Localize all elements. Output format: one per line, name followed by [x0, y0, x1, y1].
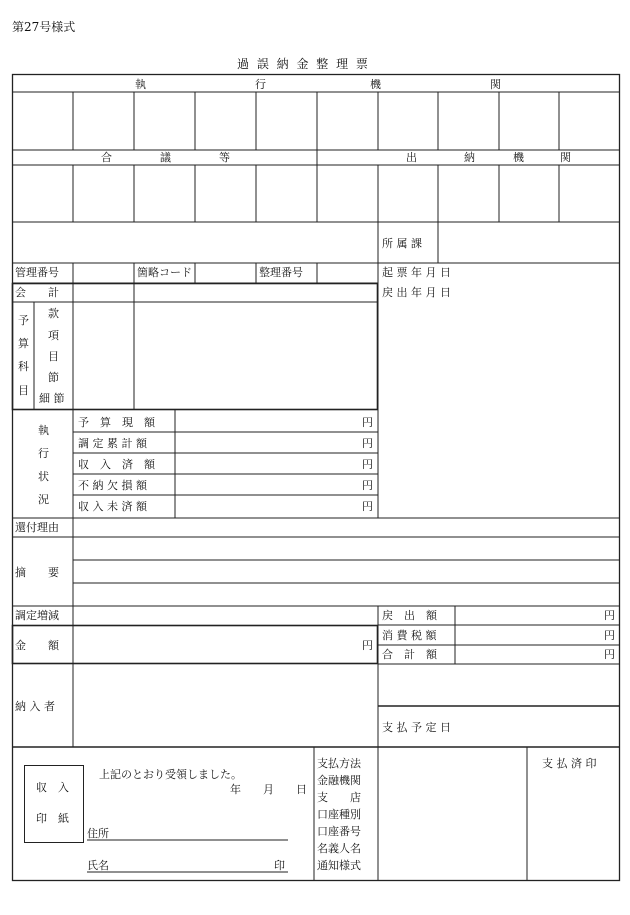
- jokyo-item-yosan: 予 算 現 額: [78, 416, 155, 429]
- kamoku-ko: 項: [48, 329, 59, 342]
- receipt-text: 上記のとおり受領しました。: [99, 768, 242, 781]
- jokyo-char-2: 行: [38, 447, 49, 460]
- gokei-label: 合 計 額: [382, 648, 437, 661]
- yen-mark-5: 円: [362, 500, 373, 513]
- jokyo-item-shunyu: 収 入 済 額: [78, 458, 155, 471]
- yen-mark-4: 円: [362, 479, 373, 492]
- modoshi-gaku-label: 戻 出 額: [382, 609, 437, 622]
- payment-item-meigi: 名義人名: [317, 842, 361, 855]
- yosan-kamoku-char-3: 科: [18, 360, 29, 373]
- receipt-date: 年 月 日: [230, 783, 307, 796]
- yen-mark-modoshi: 円: [604, 609, 615, 622]
- shikko-header-1: 執: [135, 78, 146, 91]
- kingaku-label: 金 額: [15, 639, 59, 652]
- form-number: 第27号様式: [12, 20, 76, 34]
- suitou-header-3: 機: [513, 151, 524, 164]
- kihyo-date-label: 起 票 年 月 日: [382, 266, 451, 279]
- nonyusha-label: 納 入 者: [15, 700, 55, 713]
- in-mark: 印: [274, 859, 285, 872]
- jokyo-char-4: 況: [38, 493, 49, 506]
- payment-item-shubetsu: 口座種別: [317, 808, 361, 821]
- yosan-kamoku-char-1: 予: [18, 314, 29, 327]
- payment-item-shiten: 支 店: [317, 791, 361, 804]
- kamoku-moku: 目: [48, 350, 59, 363]
- gogi-header-1: 合: [101, 151, 112, 164]
- kanpu-riyu-label: 還付理由: [15, 521, 59, 534]
- yen-mark-gokei: 円: [604, 648, 615, 661]
- kamoku-setsu: 節: [48, 371, 59, 384]
- shohizei-label: 消 費 税 額: [382, 629, 437, 642]
- shunyu-inshi-2: 印 紙: [36, 812, 69, 825]
- kaikei-label: 会 計: [15, 286, 59, 299]
- yen-mark-2: 円: [362, 437, 373, 450]
- chotei-zogen-label: 調定増減: [15, 609, 59, 622]
- gogi-header-2: 議: [160, 151, 171, 164]
- shunyu-inshi-1: 収 入: [36, 781, 69, 794]
- yosan-kamoku-char-4: 目: [18, 384, 29, 397]
- shikko-header-3: 機: [370, 78, 381, 91]
- jokyo-char-1: 執: [38, 424, 49, 437]
- jusho-label: 住所: [87, 827, 109, 840]
- suitou-header-2: 納: [464, 151, 475, 164]
- shikko-header-4: 関: [490, 78, 501, 91]
- kanri-bango-label: 管理番号: [15, 266, 59, 279]
- yosan-kamoku-char-2: 算: [18, 337, 29, 350]
- shiharai-zumi-label: 支 払 済 印: [542, 757, 597, 770]
- shikko-header-2: 行: [255, 78, 266, 91]
- gogi-header-3: 等: [219, 151, 230, 164]
- ryaku-code-label: 箇略コード: [137, 266, 192, 279]
- shimei-label: 氏名: [87, 859, 109, 872]
- shiharai-yotei-label: 支 払 予 定 日: [382, 721, 451, 734]
- modoshi-date-label: 戻 出 年 月 日: [382, 286, 451, 299]
- payment-item-kikan: 金融機関: [317, 774, 361, 787]
- kamoku-kan: 款: [48, 307, 59, 320]
- tekiyo-label: 摘 要: [15, 566, 59, 579]
- jokyo-item-chotei: 調 定 累 計 額: [78, 437, 147, 450]
- yen-mark-1: 円: [362, 416, 373, 429]
- shozoku-ka-label: 所 属 課: [382, 237, 422, 250]
- suitou-header-4: 関: [560, 151, 571, 164]
- seiri-bango-label: 整理番号: [259, 266, 303, 279]
- suitou-header-1: 出: [406, 151, 417, 164]
- yen-mark-3: 円: [362, 458, 373, 471]
- yen-mark-kingaku: 円: [362, 639, 373, 652]
- payment-item-hoho: 支払方法: [317, 757, 361, 770]
- kamoku-saisetsu: 細 節: [39, 392, 65, 405]
- payment-item-bango: 口座番号: [317, 825, 361, 838]
- jokyo-char-3: 状: [38, 470, 49, 483]
- payment-item-tsuchi: 通知様式: [317, 859, 361, 872]
- yen-mark-shohizei: 円: [604, 629, 615, 642]
- jokyo-item-misai: 収 入 未 済 額: [78, 500, 147, 513]
- form-title: 過 誤 納 金 整 理 票: [237, 57, 370, 71]
- jokyo-item-kesson: 不 納 欠 損 額: [78, 479, 147, 492]
